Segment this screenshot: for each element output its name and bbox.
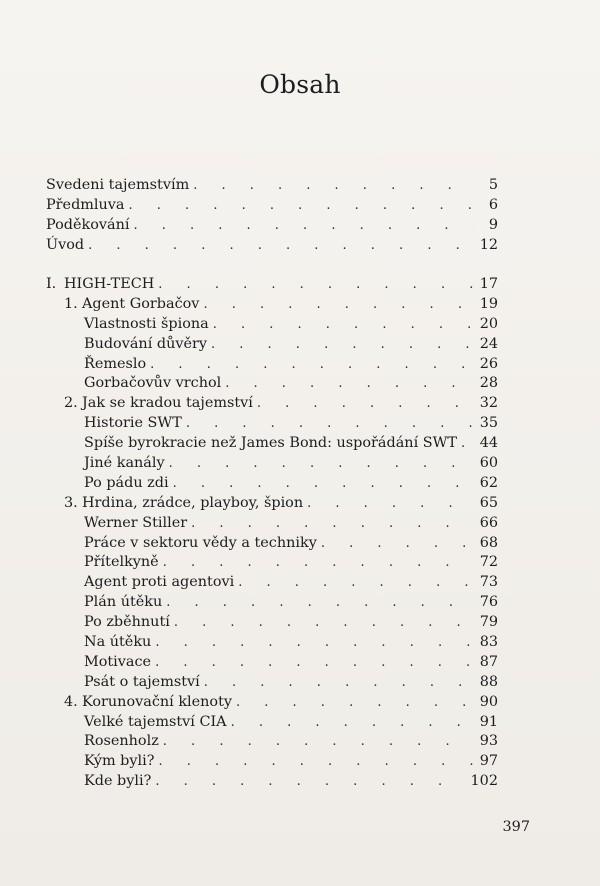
toc-entry-page: 6 xyxy=(488,196,498,213)
toc-entry-title xyxy=(46,434,461,454)
toc-entry xyxy=(46,613,498,633)
toc-entry-label: Werner Stiller xyxy=(84,514,188,531)
toc-entry-page: 72 xyxy=(479,554,498,571)
toc-entry-label: Poděkování xyxy=(46,216,130,233)
dot-leader xyxy=(191,514,474,534)
toc-entry-title xyxy=(46,713,231,733)
toc-entry xyxy=(46,414,498,434)
dot-leader xyxy=(155,653,474,673)
dot-leader xyxy=(163,732,474,752)
toc-entry-title xyxy=(46,553,163,573)
toc-entry xyxy=(46,772,498,792)
toc-entry-label: Úvod xyxy=(46,236,85,253)
toc-entry-label: Předmluva xyxy=(46,196,125,213)
toc-entry-page: 76 xyxy=(479,594,498,611)
toc-entry-title xyxy=(46,633,155,653)
toc-entry-label: Hrdina, zrádce, playboy, špion xyxy=(82,494,304,511)
toc-entry xyxy=(46,315,498,335)
dot-leader xyxy=(88,236,474,256)
toc-entry-page: 73 xyxy=(479,574,498,591)
toc-entry-page: 17 xyxy=(479,276,498,292)
dot-leader xyxy=(236,693,474,713)
toc-entry xyxy=(46,553,498,573)
dot-leader xyxy=(211,335,474,355)
dot-leader xyxy=(186,414,474,434)
toc-entry-page: 20 xyxy=(479,315,498,332)
toc-entry-page: 32 xyxy=(479,395,498,412)
toc-entry-number: 1. xyxy=(64,295,78,312)
toc-entry-label: Na útěku xyxy=(84,634,152,651)
toc-entry xyxy=(46,732,498,752)
toc-entry-title xyxy=(46,752,158,772)
toc-entry-label: Gorbačovův vrchol xyxy=(84,375,222,392)
toc-entry-label: Velké tajemství CIA xyxy=(84,713,227,730)
toc-entry-label: Plán útěku xyxy=(84,594,163,611)
dot-leader xyxy=(163,553,474,573)
toc-entry-label: Spíše byrokracie než James Bond: uspořádání SWT xyxy=(84,435,457,452)
toc-entry-title xyxy=(46,653,155,673)
toc-entry-label: Přítelkyně xyxy=(84,554,159,571)
toc-entry xyxy=(46,434,498,454)
toc-entry-page: 44 xyxy=(479,435,498,452)
toc-entry-title xyxy=(46,514,191,534)
toc-entry xyxy=(46,653,498,673)
toc-entry xyxy=(46,593,498,613)
toc-entry-title xyxy=(46,534,321,554)
toc-entry xyxy=(46,752,498,772)
toc-entry-page: 12 xyxy=(479,236,498,253)
toc-entry-number: 4. xyxy=(64,693,78,710)
toc-entry-page: 24 xyxy=(479,335,498,352)
toc-entry-title xyxy=(46,593,166,613)
dot-leader xyxy=(461,434,474,454)
dot-leader xyxy=(155,772,466,792)
toc-entry xyxy=(46,673,498,693)
toc-entry-title xyxy=(46,732,163,752)
toc-entry xyxy=(46,494,498,514)
toc-entry xyxy=(46,534,498,554)
toc-entry-page: 65 xyxy=(479,494,498,511)
toc-entry-label: Práce v sektoru vědy a techniky xyxy=(84,534,317,551)
toc-entry-page: 79 xyxy=(479,614,498,631)
dot-leader xyxy=(173,474,474,494)
dot-leader xyxy=(231,713,474,733)
toc-entry xyxy=(46,713,498,733)
toc-entry-title xyxy=(46,196,129,216)
toc-entry-label: Motivace xyxy=(84,653,152,670)
toc-entry xyxy=(46,275,498,295)
toc-entry-title xyxy=(46,573,238,593)
toc-entry xyxy=(46,454,498,474)
dot-leader xyxy=(204,673,474,693)
toc-entry-title xyxy=(46,335,211,355)
toc-entry-page: 93 xyxy=(479,733,498,750)
toc-entry-title xyxy=(46,673,204,693)
toc-entry-label: Po zběhnutí xyxy=(84,614,170,631)
toc-entry-title xyxy=(46,693,236,713)
toc-entry xyxy=(46,236,498,256)
toc-entry-page: 102 xyxy=(470,773,498,790)
toc-entry-page: 83 xyxy=(479,634,498,651)
toc-entry-title xyxy=(46,394,257,414)
toc-entry xyxy=(46,474,498,494)
toc-entry-label: HIGH-TECH xyxy=(64,276,155,292)
toc-entry-label: Budování důvěry xyxy=(84,335,208,352)
toc-entry xyxy=(46,374,498,394)
toc-entry xyxy=(46,355,498,375)
toc-entry-title xyxy=(46,216,133,236)
toc-entry-label: Rosenholz xyxy=(84,733,159,750)
toc-entry xyxy=(46,633,498,653)
toc-entry-page: 35 xyxy=(479,415,498,432)
toc-entry-number: 2. xyxy=(64,395,78,412)
toc-entry-title xyxy=(46,355,150,375)
dot-leader xyxy=(238,573,474,593)
toc-entry-title xyxy=(46,374,225,394)
dot-leader xyxy=(307,494,474,514)
toc-entry-page: 60 xyxy=(479,455,498,472)
dot-leader xyxy=(193,176,474,196)
toc-entry-title xyxy=(46,772,155,792)
dot-leader xyxy=(203,295,474,315)
toc-entry-label: Jiné kanály xyxy=(84,455,165,472)
toc-entry-page: 28 xyxy=(479,375,498,392)
toc-entry-label: Historie SWT xyxy=(84,415,182,432)
toc-entry xyxy=(46,196,498,216)
toc-entry-label: Agent Gorbačov xyxy=(82,295,200,312)
toc-entry-page: 19 xyxy=(479,295,498,312)
page-number: 397 xyxy=(502,819,530,835)
toc-entry-page: 26 xyxy=(479,355,498,372)
toc-entry-page: 68 xyxy=(479,534,498,551)
dot-leader xyxy=(129,196,474,216)
toc-entry-page: 9 xyxy=(488,216,498,233)
toc-entry-page: 97 xyxy=(479,753,498,770)
toc-entry-label: Po pádu zdi xyxy=(84,474,169,491)
toc-entry-page: 91 xyxy=(479,713,498,730)
toc-entry-title xyxy=(46,494,307,514)
toc-entry-page: 90 xyxy=(479,693,498,710)
dot-leader xyxy=(158,275,474,295)
dot-leader xyxy=(133,216,474,236)
dot-leader xyxy=(155,633,474,653)
toc-entry-title xyxy=(46,275,158,295)
toc-entry xyxy=(46,216,498,236)
toc-entry xyxy=(46,573,498,593)
toc-entry-title xyxy=(46,613,174,633)
toc-entry xyxy=(46,335,498,355)
dot-leader xyxy=(158,752,474,772)
dot-leader xyxy=(213,315,474,335)
toc-entry-label: Korunovační klenoty xyxy=(82,693,233,710)
toc-entry-page: 88 xyxy=(479,673,498,690)
dot-leader xyxy=(169,454,474,474)
toc-entry xyxy=(46,176,498,196)
toc-entry xyxy=(46,693,498,713)
toc-entry-label: Kým byli? xyxy=(84,753,155,770)
toc-entry-title xyxy=(46,236,88,256)
toc-entry-page: 66 xyxy=(479,514,498,531)
toc-entry-label: Svedeni tajemstvím xyxy=(46,177,190,193)
toc-entry-label: Jak se kradou tajemství xyxy=(82,395,253,412)
toc-entry xyxy=(46,394,498,414)
toc-entry-title xyxy=(46,474,173,494)
dot-leader xyxy=(321,534,474,554)
toc-list xyxy=(46,275,498,792)
toc-entry xyxy=(46,514,498,534)
toc-entry-title xyxy=(46,176,193,196)
toc-entry-page: 62 xyxy=(479,474,498,491)
toc-entry-number: 3. xyxy=(64,494,78,511)
toc-entry-page: 5 xyxy=(488,177,498,193)
dot-leader xyxy=(166,593,474,613)
toc-entry-title xyxy=(46,295,203,315)
toc-entry-title xyxy=(46,414,186,434)
dot-leader xyxy=(225,374,474,394)
toc-entry-label: Agent proti agentovi xyxy=(84,574,235,591)
toc-entry-title xyxy=(46,454,169,474)
toc-entry-label: Řemeslo xyxy=(84,355,147,372)
dot-leader xyxy=(174,613,474,633)
dot-leader xyxy=(257,394,474,414)
toc-entry-label: Kde byli? xyxy=(84,773,152,790)
toc-entry-number: I. xyxy=(46,276,57,292)
toc-entry xyxy=(46,295,498,315)
toc-entry-label: Vlastnosti špiona xyxy=(84,315,209,332)
toc-entry-title xyxy=(46,315,213,335)
page-title: Obsah xyxy=(259,70,341,99)
front-matter-list xyxy=(46,176,498,256)
dot-leader xyxy=(150,355,474,375)
toc-entry-page: 87 xyxy=(479,653,498,670)
toc-entry-label: Psát o tajemství xyxy=(84,673,200,690)
